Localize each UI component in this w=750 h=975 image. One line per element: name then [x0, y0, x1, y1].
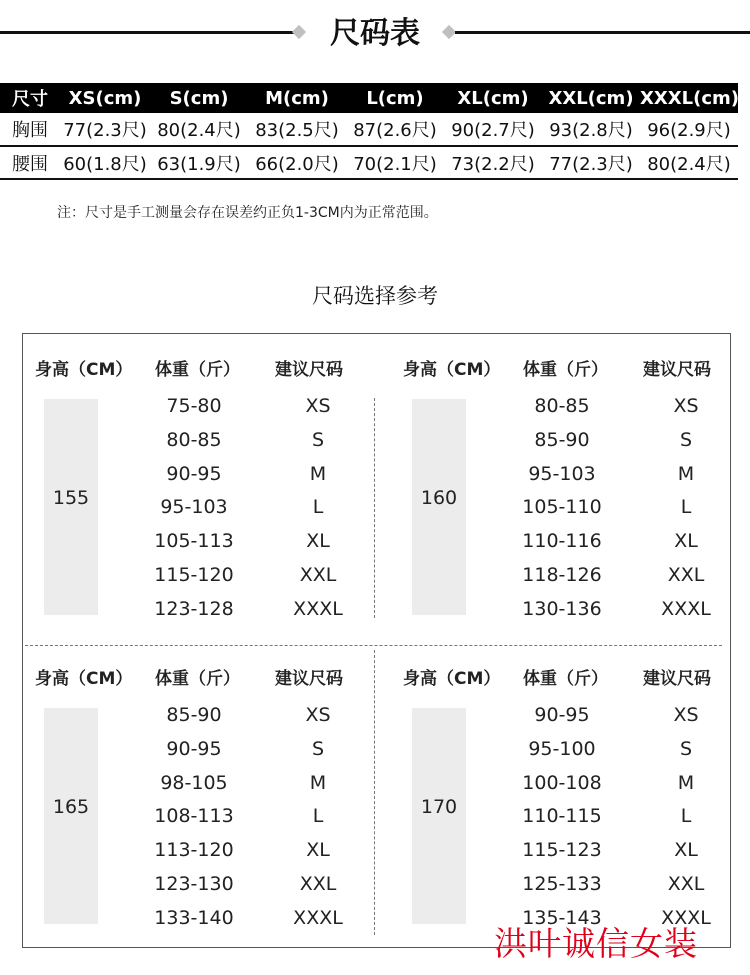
table-cell: 73(2.2尺) [444, 146, 542, 179]
suggested-size: M [677, 462, 695, 485]
weight-range: 90-95 [166, 737, 222, 760]
shop-stamp: 洪叶诚信女装 [494, 924, 698, 963]
suggested-size: L [680, 805, 692, 828]
weight-range: 98-105 [160, 771, 228, 794]
suggested-size: XXL [299, 564, 337, 586]
suggested-size: L [312, 805, 324, 828]
table-cell: 90(2.7尺) [444, 113, 542, 146]
suggested-size: XXXL [661, 906, 711, 929]
table-cell: 93(2.8尺) [542, 113, 640, 146]
size-column-header: 建议尺码 [275, 669, 343, 689]
weight-range: 90-95 [166, 462, 222, 485]
weight-range: 115-123 [522, 839, 602, 862]
weight-range: 118-126 [522, 564, 602, 586]
height-value: 165 [52, 796, 90, 818]
suggested-size: M [309, 771, 327, 794]
weight-range: 95-100 [528, 737, 596, 760]
weight-column-header: 体重（斤） [523, 360, 608, 380]
suggested-size: XS [305, 704, 331, 726]
table-cell: 70(2.1尺) [346, 146, 444, 179]
weight-range: 80-85 [166, 428, 222, 451]
height-column-header: 身高（CM） [403, 669, 501, 689]
suggested-size: XXL [299, 873, 337, 895]
suggested-size: XL [306, 839, 330, 862]
size-column-header: 建议尺码 [643, 669, 711, 689]
height-value: 160 [420, 487, 458, 509]
weight-range: 113-120 [154, 839, 234, 862]
size-column-header: 建议尺码 [275, 360, 343, 380]
column-header: L(cm) [346, 83, 444, 113]
column-header: XXL(cm) [542, 83, 640, 113]
page-title: 尺码表 [330, 16, 420, 51]
row-label: 胸围 [0, 113, 60, 146]
table-cell: 96(2.9尺) [640, 113, 738, 146]
weight-range: 123-130 [154, 873, 234, 895]
table-cell: 80(2.4尺) [150, 113, 248, 146]
weight-range: 90-95 [534, 704, 590, 726]
weight-column-header: 体重（斤） [155, 669, 240, 689]
suggested-size: XL [674, 530, 698, 553]
size-column-header: 建议尺码 [643, 360, 711, 380]
reference-title: 尺码选择参考 [312, 284, 438, 308]
height-group-170 [390, 642, 740, 942]
suggested-size: XXXL [293, 597, 343, 620]
column-header: XXXL(cm) [640, 83, 738, 113]
weight-range: 75-80 [166, 395, 222, 417]
suggested-size: XXXL [293, 906, 343, 929]
suggested-size: S [679, 737, 693, 760]
weight-range: 85-90 [534, 428, 590, 451]
height-group-165 [22, 642, 372, 942]
weight-range: 95-103 [160, 496, 228, 519]
height-group-155 [22, 333, 372, 633]
header-rule-left [0, 31, 295, 34]
row-label: 腰围 [0, 146, 60, 179]
suggested-size: L [680, 496, 692, 519]
height-value: 170 [420, 796, 458, 818]
weight-range: 133-140 [154, 906, 234, 929]
suggested-size: XS [673, 704, 699, 726]
weight-column-header: 体重（斤） [523, 669, 608, 689]
table-cell: 87(2.6尺) [346, 113, 444, 146]
column-header: XL(cm) [444, 83, 542, 113]
weight-range: 85-90 [166, 704, 222, 726]
table-cell: 77(2.3尺) [60, 113, 150, 146]
header-rule-right [455, 31, 750, 34]
suggested-size: S [679, 428, 693, 451]
weight-range: 125-133 [522, 873, 602, 895]
weight-range: 123-128 [154, 597, 234, 620]
suggested-size: XS [305, 395, 331, 417]
weight-column-header: 体重（斤） [155, 360, 240, 380]
weight-range: 135-143 [522, 906, 602, 929]
size-table-header-row [0, 83, 738, 113]
column-header: S(cm) [150, 83, 248, 113]
suggested-size: XXL [667, 564, 705, 586]
suggested-size: XL [306, 530, 330, 553]
suggested-size: M [677, 771, 695, 794]
weight-range: 115-120 [154, 564, 234, 586]
height-column-header: 身高（CM） [35, 360, 133, 380]
vertical-divider-bottom [374, 650, 375, 935]
weight-range: 80-85 [534, 395, 590, 417]
table-cell: 77(2.3尺) [542, 146, 640, 179]
suggested-size: S [311, 428, 325, 451]
weight-range: 100-108 [522, 771, 602, 794]
weight-range: 95-103 [528, 462, 596, 485]
height-group-160 [390, 333, 740, 633]
height-value: 155 [52, 487, 90, 509]
column-header: M(cm) [248, 83, 346, 113]
weight-range: 110-115 [522, 805, 602, 828]
weight-range: 110-116 [522, 530, 602, 553]
weight-range: 130-136 [522, 597, 602, 620]
table-row-waist [0, 146, 738, 179]
weight-range: 105-110 [522, 496, 602, 519]
table-cell: 60(1.8尺) [60, 146, 150, 179]
table-row-bust [0, 113, 738, 146]
weight-range: 108-113 [154, 805, 234, 828]
height-column-header: 身高（CM） [35, 669, 133, 689]
suggested-size: S [311, 737, 325, 760]
measurement-note: 注：尺寸是手工测量会存在误差约正负1-3CM内为正常范围。 [57, 205, 438, 221]
vertical-divider-top [374, 398, 375, 618]
diamond-ornament-left [292, 25, 306, 39]
size-table [0, 83, 738, 180]
table-cell: 66(2.0尺) [248, 146, 346, 179]
suggested-size: M [309, 462, 327, 485]
table-cell: 83(2.5尺) [248, 113, 346, 146]
suggested-size: XXL [667, 873, 705, 895]
suggested-size: L [312, 496, 324, 519]
height-column-header: 身高（CM） [403, 360, 501, 380]
column-header: XS(cm) [60, 83, 150, 113]
weight-range: 105-113 [154, 530, 234, 553]
column-header: 尺寸 [0, 83, 60, 113]
suggested-size: XS [673, 395, 699, 417]
table-cell: 80(2.4尺) [640, 146, 738, 179]
suggested-size: XL [674, 839, 698, 862]
table-cell: 63(1.9尺) [150, 146, 248, 179]
suggested-size: XXXL [661, 597, 711, 620]
